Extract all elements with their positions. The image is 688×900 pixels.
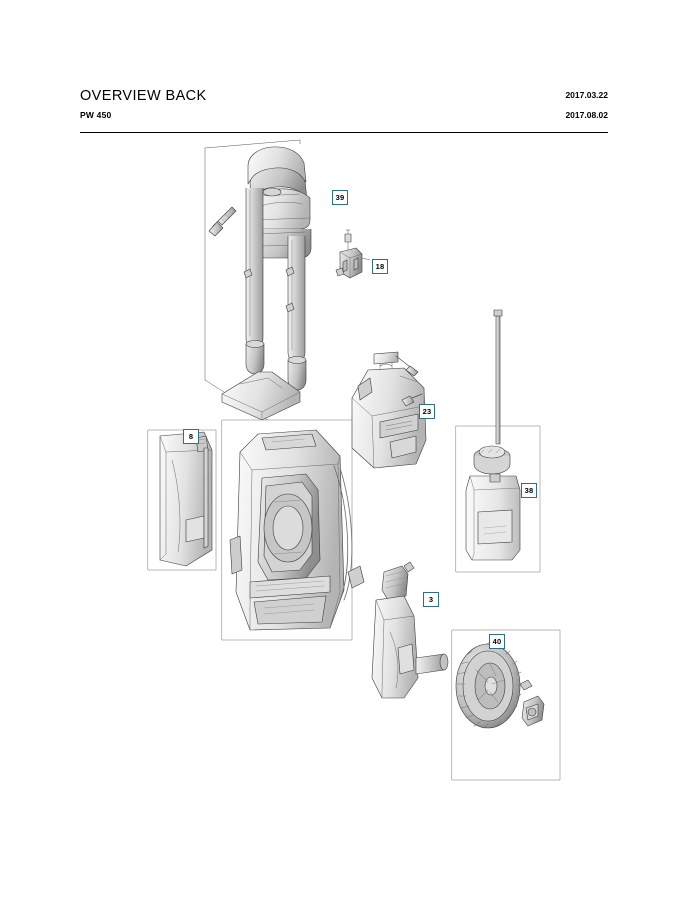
callout-label: 3 [428,595,434,604]
part-wheel-assembly [452,630,560,780]
callout-label: 18 [375,262,385,271]
date-printed: 2017.08.02 [565,110,608,120]
callout-3 [423,592,439,607]
part-hose-reel-support [352,352,426,468]
callout-label: 8 [188,432,194,441]
part-switch-bracket [336,230,370,278]
exploded-diagram [0,130,688,830]
part-handle-assembly [205,140,311,420]
callout-38 [521,483,537,498]
callout-40 [489,634,505,649]
callout-label: 23 [422,407,432,416]
page-title: OVERVIEW BACK [80,88,207,104]
callout-18 [372,259,388,274]
callout-39 [332,190,348,205]
date-revision: 2017.03.22 [565,90,608,100]
part-rear-cover-panel [372,562,448,698]
callout-label: 38 [524,486,534,495]
callout-label: 40 [492,637,502,646]
part-detergent-tank [456,310,540,572]
callout-label: 39 [335,193,345,202]
callout-8 [183,429,199,444]
model-label: PW 450 [80,110,112,120]
bolt-part [209,207,236,236]
part-side-panel-left [148,430,216,570]
diagram-svg [0,130,688,830]
callout-23 [419,404,435,419]
part-main-body [222,420,364,640]
